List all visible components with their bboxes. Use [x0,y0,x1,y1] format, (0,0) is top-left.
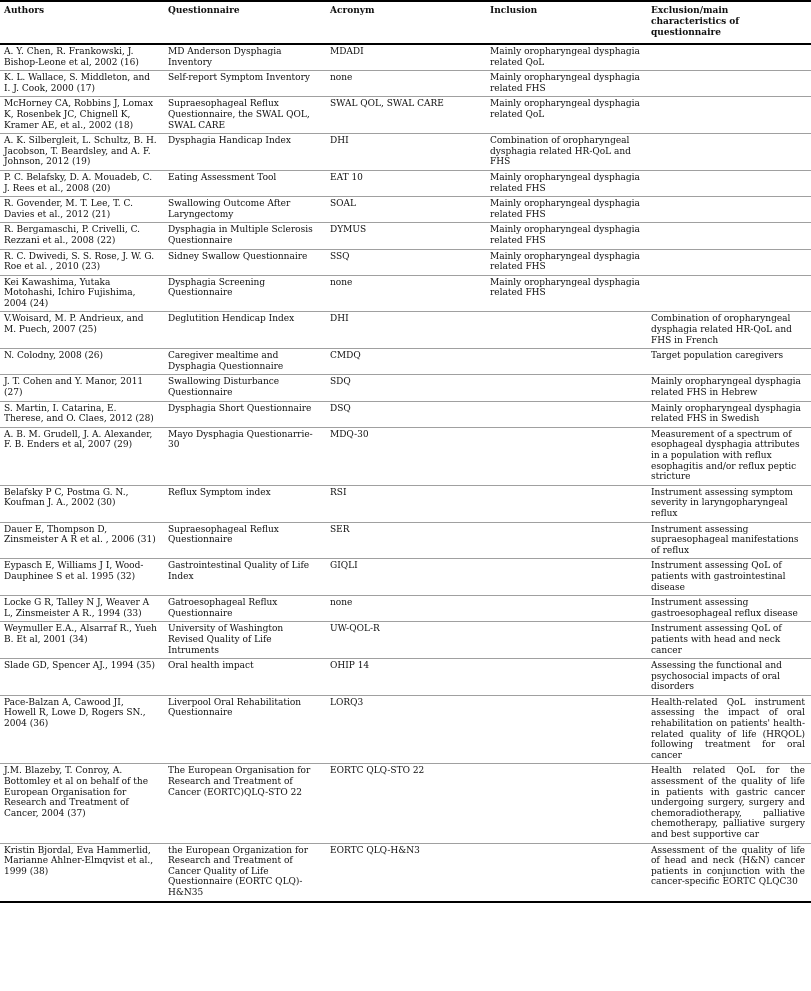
cell-questionnaire: Dysphagia Short Questionnaire [168,403,312,414]
cell-authors: Eypasch E, Williams J I, Wood-Dauphinee S et al. 1995 (32) [4,561,144,582]
cell-inclusion [486,559,647,596]
cell-acronym: DHI [330,314,349,325]
cell-inclusion [486,522,647,559]
cell-exclusion: Assessment of the quality of life of head and neck (H&N) cancer patients in conjunction with the cancer-specific EORTC QLQC30 [651,845,805,888]
cell-acronym: DHI [330,136,349,147]
cell-inclusion: Mainly oropharyngeal dysphagia related QoL [490,99,640,120]
table-row [0,134,811,171]
cell-exclusion: Combination of oropharyngeal dysphagia related HR-QoL and FHS in French [651,314,792,346]
cell-authors: Slade GD, Spencer AJ., 1994 (35) [4,661,155,672]
cell-authors: Weymuller E.A., Alsarraf R., Yueh B. Et al, 2001 (34) [4,624,157,645]
cell-acronym: MDQ-30 [330,429,369,440]
cell-authors: A. K. Silbergleit, L. Schultz, B. H. Jacobson, T. Beardsley, and A. F. Johnson, 2012 (19) [4,136,157,168]
table-row [0,170,811,196]
cell-authors: V.Woisard, M. P. Andrieux, and M. Puech, 2007 (25) [4,314,144,336]
cell-exclusion: Instrument assessing supraesophageal manifestations of reflux [651,524,799,556]
table-row [0,312,811,349]
table-row [0,622,811,659]
cell-acronym: CMDQ [330,351,361,362]
cell-acronym: LORQ3 [330,697,364,708]
cell-questionnaire: the European Organization for Research and Treatment of Cancer Quality of Life Questionnaire (EORTC QLQ)-H&N35 [168,845,309,898]
cell-exclusion [647,44,811,71]
header-exclusion: Exclusion/main characteristics of questionnaire [651,6,740,38]
cell-inclusion: Mainly oropharyngeal dysphagia related FHS [490,73,640,94]
cell-exclusion: Health related QoL for the assessment of the quality of life in patients with gastric cancer undergoing surgery, surgery and chemoradiotherapy, palliative chemotherapy, palliative surgery and best supportive car [651,766,805,840]
cell-acronym: UW-QOL-R [330,624,380,635]
cell-acronym: none [330,73,353,84]
table-row [0,659,811,696]
cell-questionnaire: The European Organisation for Research and Treatment of Cancer (EORTC)QLQ-STO 22 [168,766,311,798]
table-row [0,559,811,596]
cell-acronym: EORTC QLQ-STO 22 [330,766,425,777]
cell-inclusion [486,401,647,427]
cell-exclusion: Measurement of a spectrum of esophageal dysphagia attributes in a population with reflux esophagitis and/or reflux peptic stricture [651,429,800,483]
cell-questionnaire: Deglutition Hendicap Index [168,314,295,325]
cell-exclusion [647,71,811,97]
cell-exclusion: Instrument assessing symptom severity in laryngopharyngeal reflux [651,487,793,519]
table-row [0,275,811,312]
cell-acronym: SER [330,524,350,535]
cell-inclusion: Mainly oropharyngeal dysphagia related FHS [490,251,640,273]
cell-questionnaire: MD Anderson Dysphagia Inventory [168,47,282,68]
table-row [0,485,811,522]
table-row [0,71,811,97]
cell-questionnaire: Mayo Dysphagia Questionarrie-30 [168,429,313,451]
cell-questionnaire: Liverpool Oral Rehabilitation Questionnaire [168,697,302,719]
cell-inclusion [486,659,647,696]
cell-authors: Kei Kawashima, Yutaka Motohashi, Ichiro Fujishima, 2004 (24) [4,277,136,309]
header-acronym: Acronym [330,6,375,16]
cell-inclusion [486,427,647,485]
cell-questionnaire: Supraesophageal Reflux Questionnaire, the SWAL QOL, SWAL CARE [168,99,310,131]
table-row [0,223,811,249]
cell-authors: N. Colodny, 2008 (26) [4,351,104,362]
cell-inclusion [486,695,647,764]
cell-exclusion [647,249,811,275]
cell-authors: Kristin Bjordal, Eva Hammerlid, Marianne Ahlner-Elmqvist et al., 1999 (38) [4,845,154,877]
cell-exclusion [647,170,811,196]
cell-authors: A. Y. Chen, R. Frankowski, J. Bishop-Leone et al, 2002 (16) [4,47,139,68]
cell-questionnaire: Oral health impact [168,661,254,672]
header-questionnaire: Questionnaire [168,6,240,16]
table-row [0,843,811,901]
cell-acronym: SWAL QOL, SWAL CARE [330,99,444,110]
table-row [0,197,811,223]
cell-exclusion [647,197,811,223]
cell-inclusion [486,843,647,901]
cell-questionnaire: Eating Assessment Tool [168,172,277,183]
cell-acronym: OHIP 14 [330,661,370,672]
cell-authors: McHorney CA, Robbins J, Lomax K, Rosenbek JC, Chignell K, Kramer AE, et al., 2002 (18) [4,99,154,131]
cell-acronym: GIQLI [330,561,358,572]
cell-acronym: DYMUS [330,225,367,236]
cell-acronym: none [330,277,353,288]
cell-questionnaire: University of Washington Revised Quality of Life Intruments [168,624,284,656]
cell-exclusion [647,223,811,249]
cell-questionnaire: Dysphagia Screening Questionnaire [168,277,266,299]
cell-exclusion: Instrument assessing gastroesophageal reflux disease [651,598,798,619]
cell-authors: R. Govender, M. T. Lee, T. C. Davies et al., 2012 (21) [4,199,133,220]
cell-authors: Belafsky P C, Postma G. N., Koufman J. A., 2002 (30) [4,487,129,509]
cell-acronym: RSI [330,487,347,498]
cell-exclusion: Instrument assessing QoL of patients with head and neck cancer [651,624,782,656]
cell-authors: P. C. Belafsky, D. A. Mouadeb, C. J. Rees et al., 2008 (20) [4,172,153,194]
cell-inclusion: Mainly oropharyngeal dysphagia related QoL [490,47,640,68]
cell-acronym: EORTC QLQ-H&N3 [330,845,420,856]
cell-acronym: EAT 10 [330,172,363,183]
cell-acronym: SSQ [330,251,350,262]
cell-exclusion: Mainly oropharyngeal dysphagia related FHS in Hebrew [651,377,801,399]
cell-acronym: SOAL [330,199,357,210]
table-row [0,97,811,134]
cell-inclusion [486,312,647,349]
table-row [0,596,811,622]
cell-authors: J. T. Cohen and Y. Manor, 2011 (27) [4,377,144,399]
table-row [0,375,811,401]
cell-questionnaire: Supraesophageal Reflux Questionnaire [168,524,279,546]
cell-questionnaire: Swallowing Disturbance Questionnaire [168,377,280,399]
cell-authors: R. Bergamaschi, P. Crivelli, C. Rezzani et al., 2008 (22) [4,225,141,246]
cell-questionnaire: Caregiver mealtime and Dysphagia Questionnaire [168,351,284,372]
cell-exclusion: Health-related QoL instrument assessing the impact of oral rehabilitation on patients' health-related quality of life (HRQOL) following treatment for oral cancer [651,697,805,761]
header-inclusion: Inclusion [490,6,538,16]
cell-inclusion: Mainly oropharyngeal dysphagia related FHS [490,199,640,220]
table-body [0,44,811,902]
cell-acronym: MDADI [330,47,364,57]
table-row [0,522,811,559]
cell-acronym: SDQ [330,377,351,388]
cell-authors: R. C. Dwivedi, S. S. Rose, J. W. G. Roe et al. , 2010 (23) [4,251,155,273]
cell-exclusion: Mainly oropharyngeal dysphagia related FHS in Swedish [651,403,801,425]
cell-authors: S. Martin, I. Catarina, E. Therese, and O. Claes, 2012 (28) [4,403,154,425]
table-header-row [0,1,811,44]
cell-questionnaire: Dysphagia Handicap Index [168,136,291,147]
cell-inclusion [486,622,647,659]
table-row [0,427,811,485]
table-row [0,695,811,764]
cell-inclusion: Combination of oropharyngeal dysphagia related HR-QoL and FHS [490,136,631,168]
cell-exclusion [647,275,811,312]
cell-questionnaire: Reflux Symptom index [168,487,271,498]
cell-authors: J.M. Blazeby, T. Conroy, A. Bottomley et al on behalf of the European Organisation for Research and Treatment of Cancer, 2004 (37) [4,766,149,819]
cell-acronym: none [330,598,353,609]
cell-inclusion [486,349,647,375]
cell-authors: Locke G R, Talley N J, Weaver A L, Zinsmeister A R., 1994 (33) [4,598,150,619]
cell-inclusion: Mainly oropharyngeal dysphagia related FHS [490,277,640,299]
table-row [0,44,811,71]
cell-questionnaire: Dysphagia in Multiple Sclerosis Questionnaire [168,225,313,246]
cell-exclusion: Assessing the functional and psychosocial impacts of oral disorders [651,661,782,693]
cell-inclusion: Mainly oropharyngeal dysphagia related FHS [490,172,640,194]
cell-inclusion [486,375,647,401]
cell-authors: Pace-Balzan A, Cawood JI, Howell R, Lowe D, Rogers SN., 2004 (36) [4,697,146,730]
cell-inclusion: Mainly oropharyngeal dysphagia related FHS [490,225,640,246]
cell-questionnaire: Gatroesophageal Reflux Questionnaire [168,598,278,619]
cell-exclusion: Target population caregivers [651,351,784,362]
cell-authors: K. L. Wallace, S. Middleton, and I. J. Cook, 2000 (17) [4,73,151,94]
table-row [0,764,811,843]
table-row [0,349,811,375]
table-row [0,249,811,275]
cell-questionnaire: Self-report Symptom Inventory [168,73,310,84]
cell-exclusion [647,97,811,134]
table-row [0,401,811,427]
cell-acronym: DSQ [330,403,351,414]
cell-exclusion: Instrument assessing QoL of patients with gastrointestinal disease [651,561,786,593]
cell-questionnaire: Swallowing Outcome After Laryngectomy [168,199,291,220]
cell-questionnaire: Sidney Swallow Questionnaire [168,251,308,262]
cell-questionnaire: Gastrointestinal Quality of Life Index [168,561,310,582]
cell-inclusion [486,764,647,843]
cell-exclusion [647,134,811,171]
cell-authors: Dauer E, Thompson D, Zinsmeister A R et al. , 2006 (31) [4,524,156,546]
cell-inclusion [486,485,647,522]
cell-inclusion [486,596,647,622]
header-authors: Authors [4,6,45,16]
cell-authors: A. B. M. Grudell, J. A. Alexander, F. B. Enders et al, 2007 (29) [4,429,153,451]
